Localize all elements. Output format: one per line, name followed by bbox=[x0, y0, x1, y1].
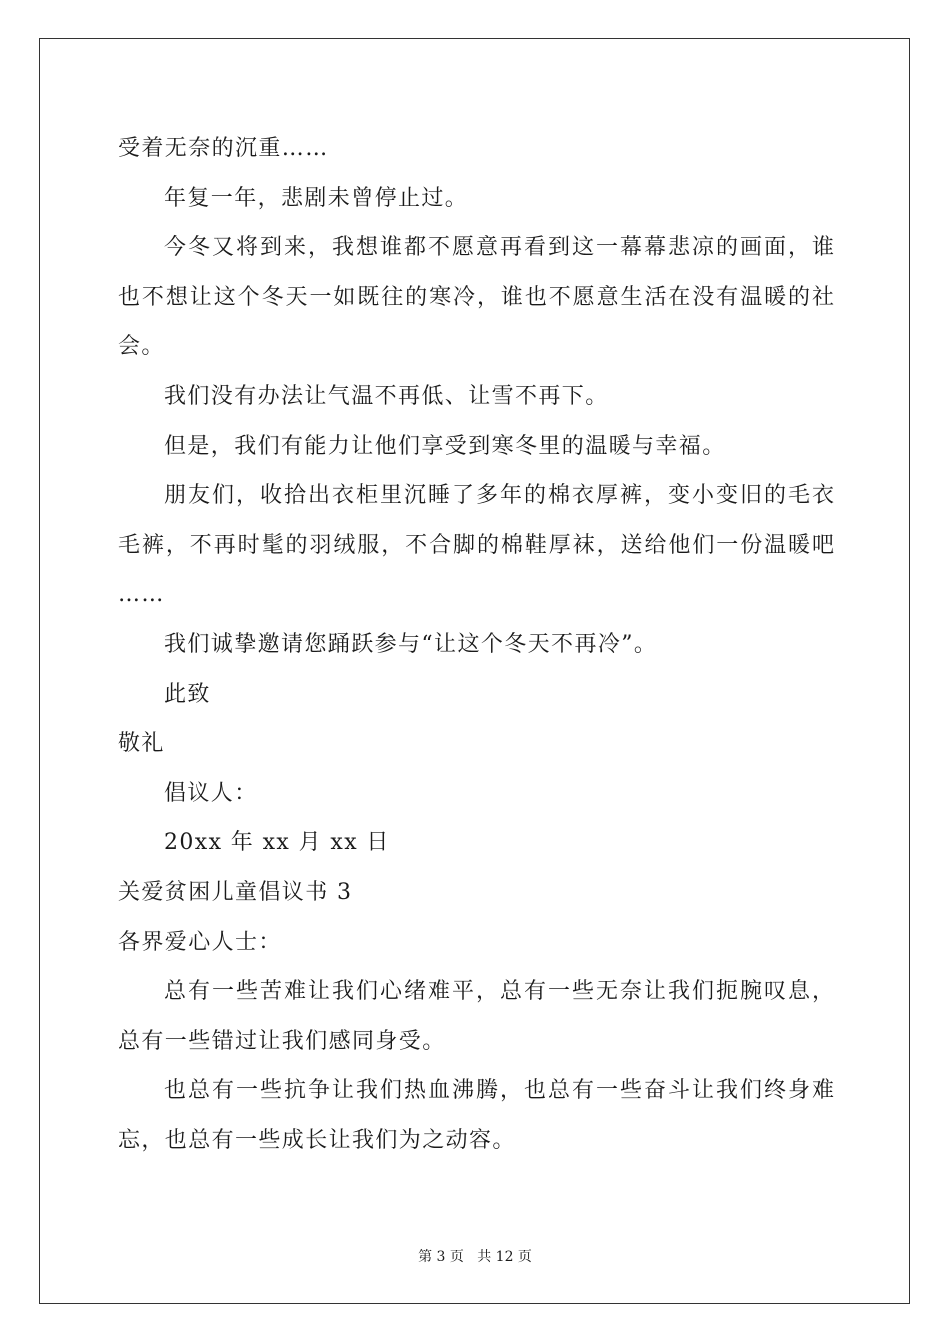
paragraph-line: 忘，也总有一些成长让我们为之动容。 bbox=[118, 1127, 516, 1153]
date-line: 20xx 年 xx 月 xx 日 bbox=[164, 830, 390, 856]
section-title: 关爱贫困儿童倡议书 3 bbox=[118, 879, 353, 905]
text-line: 受着无奈的沉重…… bbox=[118, 136, 329, 161]
paragraph-line: 我们诚挚邀请您踊跃参与“让这个冬天不再冷”。 bbox=[164, 631, 658, 657]
paragraph-line: …… bbox=[118, 582, 165, 608]
signature-label: 倡议人： bbox=[164, 780, 258, 806]
paragraph-line: 总有一些苦难让我们心绪难平，总有一些无奈让我们扼腕叹息， bbox=[164, 979, 834, 1005]
paragraph-line: 年复一年，悲剧未曾停止过。 bbox=[164, 185, 469, 211]
paragraph-line: 也不想让这个冬天一如既往的寒冷，谁也不愿意生活在没有温暖的社 bbox=[118, 284, 834, 310]
closing-line: 此致 bbox=[164, 681, 211, 707]
paragraph-line: 总有一些错过让我们感同身受。 bbox=[118, 1028, 446, 1054]
salutation-line: 敬礼 bbox=[118, 731, 165, 757]
paragraph-line: 我们没有办法让气温不再低、让雪不再下。 bbox=[164, 383, 609, 409]
paragraph-line: 朋友们，收拾出衣柜里沉睡了多年的棉衣厚裤，变小变旧的毛衣 bbox=[164, 483, 834, 509]
page-number-footer: 第 3 页 共 12 页 bbox=[418, 1249, 532, 1265]
addressee-line: 各界爱心人士： bbox=[118, 929, 282, 955]
paragraph-line: 今冬又将到来，我想谁都不愿意再看到这一幕幕悲凉的画面，谁 bbox=[164, 235, 834, 261]
paragraph-line: 会。 bbox=[118, 334, 165, 360]
paragraph-line: 但是，我们有能力让他们享受到寒冬里的温暖与幸福。 bbox=[164, 433, 726, 459]
paragraph-line: 毛裤，不再时髦的羽绒服，不合脚的棉鞋厚袜，送给他们一份温暖吧 bbox=[118, 532, 834, 558]
document-body bbox=[118, 124, 834, 1165]
paragraph-line: 也总有一些抗争让我们热血沸腾，也总有一些奋斗让我们终身难 bbox=[164, 1078, 834, 1104]
